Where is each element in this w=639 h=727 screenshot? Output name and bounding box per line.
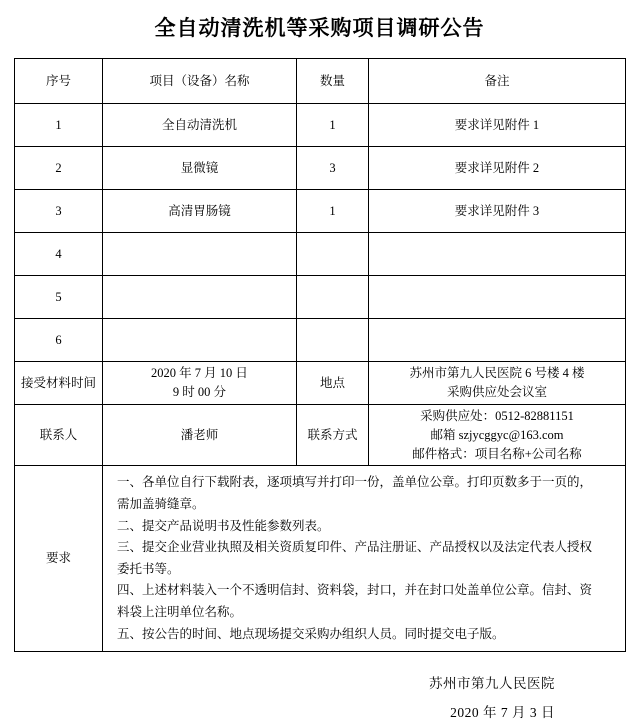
requirement-content (103, 466, 626, 652)
contact-method-value (369, 405, 626, 466)
table-row (15, 276, 626, 319)
contact-email: 邮箱 szjycggyc@163.com (430, 427, 564, 442)
requirement-item: 需加盖骑缝章。 (117, 496, 205, 511)
cell-no: 4 (15, 233, 103, 276)
table-header-row (15, 59, 626, 104)
header-cell-qty: 数量 (297, 59, 369, 104)
receive-time-line2: 9 时 00 分 (172, 385, 227, 399)
cell-note: 要求详见附件 1 (369, 104, 626, 147)
header-cell-name: 项目（设备）名称 (103, 59, 297, 104)
contact-value: 潘老师 (103, 405, 297, 466)
requirement-row (15, 466, 626, 652)
cell-note: 要求详见附件 3 (369, 190, 626, 233)
requirement-item: 委托书等。 (117, 561, 180, 576)
cell-no: 1 (15, 104, 103, 147)
contact-row (15, 405, 626, 466)
table-row (15, 147, 626, 190)
requirement-item: 一、各单位自行下载附表，逐项填写并打印一份，盖单位公章。打印页数多于一页的， (117, 475, 593, 490)
place-line2: 采购供应处会议室 (446, 385, 547, 399)
contact-mail-format: 邮件格式：项目名称+公司名称 (412, 446, 582, 461)
cell-note (369, 276, 626, 319)
cell-name (103, 233, 297, 276)
place-label: 地点 (297, 362, 369, 405)
contact-label: 联系人 (15, 405, 103, 466)
header-cell-note: 备注 (369, 59, 626, 104)
contact-phone: 采购供应处：0512-82881151 (420, 409, 574, 423)
cell-no: 2 (15, 147, 103, 190)
place-line1: 苏州市第九人民医院 6 号楼 4 楼 (409, 366, 585, 381)
cell-note (369, 233, 626, 276)
header-cell-no: 序号 (15, 59, 103, 104)
cell-qty: 1 (297, 190, 369, 233)
receive-time-row (15, 362, 626, 405)
page-title: 全自动清洗机等采购项目调研公告 (154, 16, 485, 40)
contact-method-label: 联系方式 (297, 405, 369, 466)
place-value (369, 362, 626, 405)
cell-qty: 1 (297, 104, 369, 147)
cell-qty (297, 276, 369, 319)
cell-name (103, 319, 297, 362)
cell-note (369, 319, 626, 362)
cell-no: 3 (15, 190, 103, 233)
table-row (15, 319, 626, 362)
requirement-item: 四、上述材料装入一个不透明信封、资料袋，封口，并在封口处盖单位公章。信封、资 (117, 583, 593, 598)
announcement-table (14, 58, 626, 652)
table-row (15, 190, 626, 233)
cell-note: 要求详见附件 2 (369, 147, 626, 190)
receive-time-line1: 2020 年 7 月 10 日 (151, 366, 248, 381)
cell-name: 显微镜 (103, 147, 297, 190)
requirement-item: 三、提交企业营业执照及相关资质复印件、产品注册证、产品授权以及法定代表人授权 (117, 540, 593, 555)
requirement-item: 五、按公告的时间、地点现场提交采购办组织人员。同时提交电子版。 (117, 626, 505, 641)
requirement-item: 二、提交产品说明书及性能参数列表。 (117, 518, 330, 533)
cell-name: 高清胃肠镜 (103, 190, 297, 233)
cell-no: 5 (15, 276, 103, 319)
receive-time-label: 接受材料时间 (15, 362, 103, 405)
requirement-label: 要求 (15, 466, 103, 652)
cell-no: 6 (15, 319, 103, 362)
cell-qty (297, 319, 369, 362)
requirement-item: 料袋上注明单位名称。 (117, 605, 243, 619)
table-row (15, 233, 626, 276)
receive-time-value (103, 362, 297, 405)
signature-block (14, 670, 625, 727)
signature-date: 2020 年 7 月 3 日 (450, 704, 555, 720)
cell-name (103, 276, 297, 319)
cell-name: 全自动清洗机 (103, 104, 297, 147)
cell-qty: 3 (297, 147, 369, 190)
cell-qty (297, 233, 369, 276)
table-row (15, 104, 626, 147)
signature-organization: 苏州市第九人民医院 (429, 676, 555, 692)
